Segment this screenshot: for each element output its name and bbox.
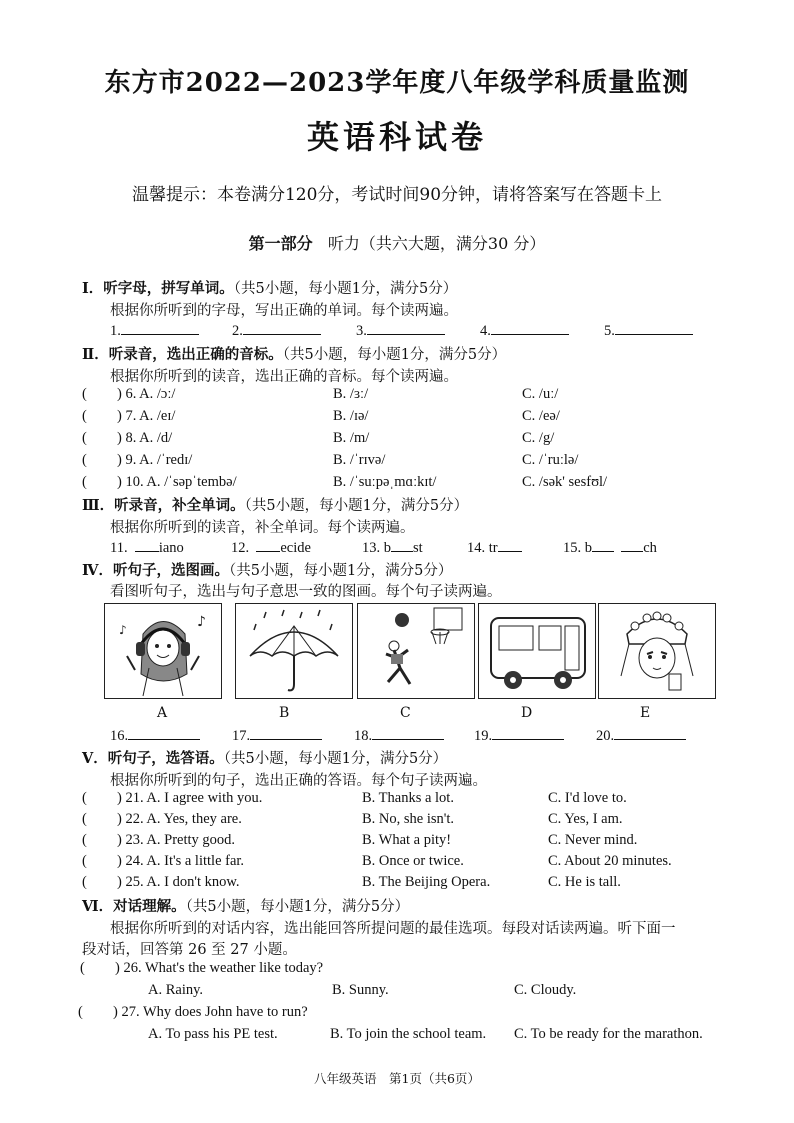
svg-text:♪: ♪ [119,623,127,637]
s1-item-4 [480,321,569,340]
s5-paren[interactable]: ( [82,832,87,848]
picture-label-a: A [157,705,168,721]
section-1-title: Ⅰ．听字母，拼写单词。 [82,280,234,297]
s4-item-20 [596,726,686,745]
s4-item-16 [110,726,200,745]
s2-option-c: C. /sək' sesfʊl/ [522,474,608,490]
question-26: ) 26. What's the weather like today? [115,960,324,976]
s5-option-c: C. Yes, I am. [548,811,623,827]
s2-option-a: ) 6. A. /ɔː/ [117,386,176,402]
s3-word-part: b [584,540,592,556]
s1-num: 4. [480,323,491,339]
s1-item-5 [604,321,693,340]
s4-num: 18. [354,728,373,744]
s3-word-part: tr [488,540,498,556]
section-5-heading [82,747,447,768]
answer-blank[interactable] [492,726,564,740]
s1-num: 1. [110,323,121,339]
s2-option-a: ) 9. A. /ˈredɪ/ [117,452,193,468]
s5-option-c: C. About 20 minutes. [548,853,672,869]
answer-blank[interactable] [498,538,522,552]
s3-word-part: st [413,540,423,556]
s2-option-c: C. /ˈruːlə/ [522,452,579,468]
q26-option-c: C. Cloudy. [514,982,577,998]
s2-option-b: B. /ˈsuːpəˌmɑːkɪt/ [333,474,437,490]
section-2-score: （共5小题，每小题1分，满分5分） [282,347,507,363]
section-5-instruction: 根据你所听到的句子，选出正确的答语。每个句子读两遍。 [110,773,487,789]
q27-option-b: B. To join the school team. [330,1026,487,1042]
s2-option-a: ) 10. A. /ˈsəpˈtembə/ [117,474,237,490]
s5-paren[interactable]: ( [82,790,87,806]
s4-item-19 [474,726,564,745]
q26-option-a: A. Rainy. [148,982,204,998]
answer-blank[interactable] [367,321,445,335]
s5-option-c: C. Never mind. [548,832,638,848]
picture-label-b: B [279,705,290,721]
s4-num: 17. [232,728,251,744]
answer-blank[interactable] [614,726,686,740]
section-3-score: （共5小题，每小题1分，满分5分） [244,498,469,514]
s3-num: 15. [563,540,582,556]
q27-option-a: A. To pass his PE test. [148,1026,278,1042]
s4-num: 20. [596,728,615,744]
answer-blank[interactable] [372,726,444,740]
s4-num: 16. [110,728,129,744]
s5-paren[interactable]: ( [82,811,87,827]
section-1-score: （共5小题，每小题1分，满分5分） [233,281,458,297]
s2-paren[interactable]: ( [82,474,87,490]
section-5-title: Ⅴ．听句子，选答语。 [82,750,224,767]
answer-blank[interactable] [135,538,159,552]
section-3-instruction: 根据你所听到的读音，补全单词。每个读两遍。 [110,520,415,536]
s2-option-c: C. /eə/ [522,408,560,424]
s5-option-b: B. The Beijing Opera. [362,874,491,890]
s5-option-a: ) 24. A. It's a little far. [117,853,245,869]
s2-paren[interactable]: ( [82,452,87,468]
s2-option-c: C. /g/ [522,430,555,446]
s1-item-3 [356,321,445,340]
section-2-title: Ⅱ．听录音，选出正确的音标。 [82,346,283,363]
picture-d-bus [478,603,596,699]
s4-item-18 [354,726,444,745]
picture-c-basketball [357,603,475,699]
s5-option-c: C. I'd love to. [548,790,627,806]
bus-icon [479,604,595,698]
s2-option-c: C. /uː/ [522,386,559,402]
picture-b-umbrella-rain [235,603,353,699]
part-heading [0,231,794,254]
answer-blank[interactable] [621,538,643,552]
s5-option-a: ) 22. A. Yes, they are. [117,811,242,827]
section-6-title: Ⅵ．对话理解。 [82,898,186,915]
s4-num: 19. [474,728,493,744]
s2-option-b: B. /ɪə/ [333,408,369,424]
svg-text:♪: ♪ [197,614,206,630]
exam-subtitle: 英语科试卷 [306,118,487,156]
s1-item-1 [110,321,199,340]
answer-blank[interactable] [592,538,614,552]
s4-item-17 [232,726,322,745]
answer-blank[interactable] [243,321,321,335]
answer-blank[interactable] [615,321,693,335]
s6-paren[interactable]: ( [80,960,85,976]
s3-item-13 [362,538,423,557]
s3-word-part: iano [158,540,184,556]
picture-e-beijing-opera [598,603,716,699]
s3-word-part: b [383,540,391,556]
s5-option-a: ) 25. A. I don't know. [117,874,240,890]
s3-item-14 [467,538,522,557]
exam-tip: 温馨提示：本卷满分120分，考试时间90分钟，请将答案写在答题卡上 [131,185,663,205]
answer-blank[interactable] [121,321,199,335]
question-27: ) 27. Why does John have to run? [113,1004,308,1020]
s3-word-part: ecide [280,540,311,556]
s2-option-b: B. /ɜː/ [333,386,369,402]
s3-num: 11. [110,540,128,556]
s1-num: 3. [356,323,367,339]
s5-option-a: ) 23. A. Pretty good. [117,832,236,848]
s2-option-b: B. /ˈrɪvə/ [333,452,386,468]
section-6-score: （共5小题，每小题1分，满分5分） [185,899,410,915]
section-3-title: Ⅲ．听录音，补全单词。 [82,497,245,514]
picture-label-d: D [521,705,533,721]
q27-option-c: C. To be ready for the marathon. [514,1026,703,1042]
section-5-score: （共5小题，每小题1分，满分5分） [223,751,448,767]
section-1-instruction: 根据你所听到的字母，写出正确的单词。每个读两遍。 [110,303,458,319]
answer-blank[interactable] [128,726,200,740]
section-6-instruction: 根据你所听到的对话内容，选出能回答所提问题的最佳选项。每段对话读两遍。听下面一 [110,921,676,937]
opera-mask-icon [599,604,715,698]
answer-blank[interactable] [250,726,322,740]
s1-num: 5. [604,323,615,339]
section-4-heading [82,559,452,580]
s5-paren[interactable]: ( [82,874,87,890]
section-2-instruction: 根据你所听到的读音，选出正确的音标。每个读两遍。 [110,369,458,385]
s2-option-a: ) 7. A. /eɪ/ [117,408,176,424]
s5-option-b: B. No, she isn't. [362,811,455,827]
section-6-instruction-cont: 段对话，回答第 26 至 27 小题。 [82,942,297,958]
section-4-score: （共5小题，每小题1分，满分5分） [228,563,453,579]
s1-num: 2. [232,323,243,339]
s5-option-b: B. What a pity! [362,832,452,848]
section-1-heading [82,277,457,298]
s2-paren[interactable]: ( [82,430,87,446]
s5-paren[interactable]: ( [82,853,87,869]
s3-word-part: ch [643,540,657,556]
s3-num: 12. [231,540,250,556]
picture-label-e: E [640,705,651,721]
s5-option-c: C. He is tall. [548,874,621,890]
part-title: 听力（共六大题，满分30 分） [327,234,546,253]
s5-option-a: ) 21. A. I agree with you. [117,790,263,806]
section-2-heading [82,343,506,364]
part-name: 第一部分 [248,234,313,253]
section-4-title: Ⅳ．听句子，选图画。 [82,562,229,579]
s1-item-2 [232,321,321,340]
s2-option-a: ) 8. A. /d/ [117,430,173,446]
s3-num: 13. [362,540,381,556]
s2-paren[interactable]: ( [82,386,87,402]
answer-blank[interactable] [491,321,569,335]
s3-item-12 [231,538,311,557]
picture-label-c: C [400,705,411,721]
section-3-heading [82,494,468,515]
picture-a-girl-headphones [104,603,222,699]
answer-blank[interactable] [256,538,280,552]
answer-blank[interactable] [391,538,413,552]
exam-title: 东方市2022—2023学年度八年级学科质量监测 [104,68,690,98]
section-6-heading [82,895,409,916]
section-4-instruction: 看图听句子，选出与句子意思一致的图画。每个句子读两遍。 [110,584,502,600]
q26-option-b: B. Sunny. [332,982,389,998]
s2-option-b: B. /m/ [333,430,370,446]
s3-num: 14. [467,540,486,556]
headphones-girl-icon [105,604,221,698]
s5-option-b: B. Once or twice. [362,853,464,869]
s5-option-b: B. Thanks a lot. [362,790,454,806]
s3-item-11 [110,538,184,557]
page-footer: 八年级英语 第1页（共6页） [314,1071,480,1086]
s2-paren[interactable]: ( [82,408,87,424]
umbrella-icon [236,604,352,698]
s3-item-15 [563,538,657,557]
basketball-player-icon [358,604,474,698]
s6-paren[interactable]: ( [78,1004,83,1020]
